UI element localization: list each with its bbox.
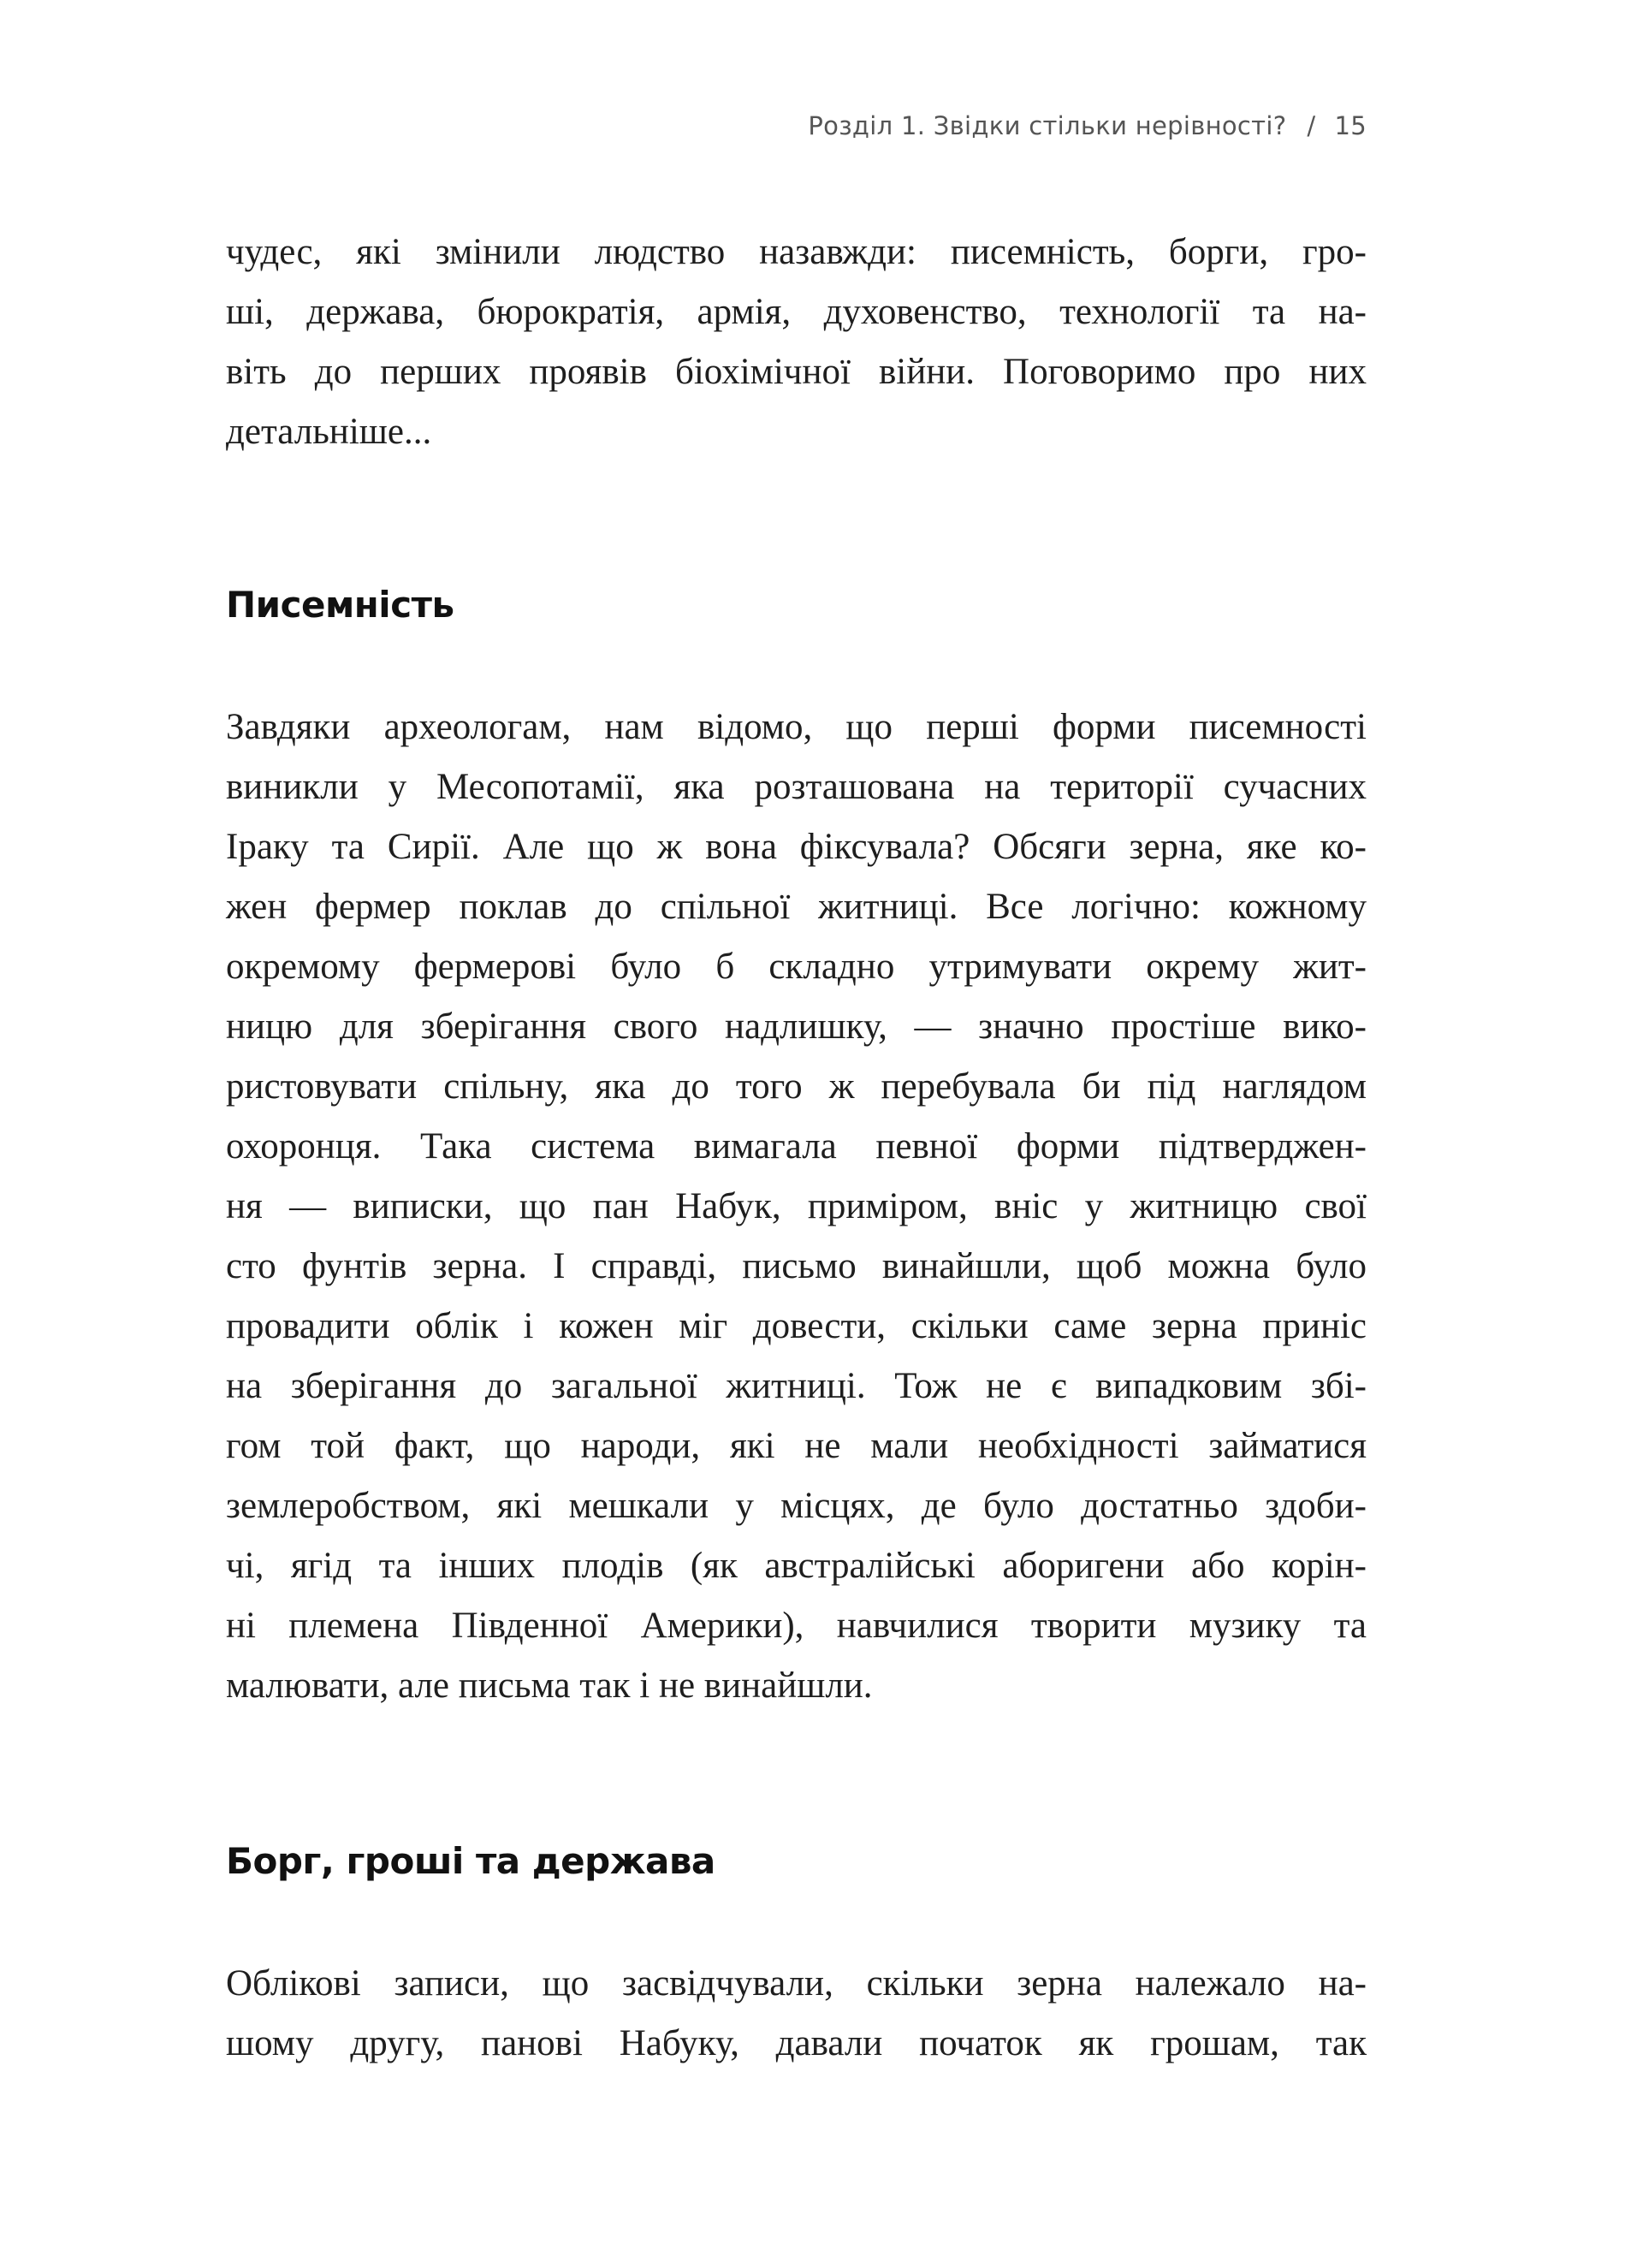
text-line: жен фермер поклав до спільної житниці. Все логічно: кожному <box>226 887 1367 927</box>
text-line: охоронця. Така система вимагала певної форми підтверджен- <box>226 1126 1367 1167</box>
text-line: Облікові записи, що засвідчували, скільки зерна належало на- <box>226 1963 1367 2004</box>
text-line: детальніше... <box>226 412 432 452</box>
section1-paragraph <box>226 698 1367 1716</box>
text-line: малювати, але письма так і не винайшли. <box>226 1665 873 1706</box>
text-line: ристовувати спільну, яка до того ж перебувала би під наглядом <box>226 1066 1367 1107</box>
text-line: виникли у Месопотамії, яка розташована на території сучасних <box>226 767 1367 807</box>
chapter-title: Розділ 1. Звідки стільки нерівності? <box>808 111 1287 140</box>
text-line: провадити облік і кожен міг довести, скільки саме зерна приніс <box>226 1306 1367 1346</box>
text-line: ні племена Південної Америки), навчилися творити музику та <box>226 1606 1367 1646</box>
text-line: сто фунтів зерна. І справді, письмо винайшли, щоб можна було <box>226 1246 1367 1286</box>
section-heading: Писемність <box>226 584 454 626</box>
page-number: 15 <box>1334 111 1367 140</box>
text-line: гом той факт, що народи, які не мали необхідності займатися <box>226 1426 1367 1466</box>
text-line: чі, ягід та інших плодів (як австралійські аборигени або корін- <box>226 1546 1367 1586</box>
section-heading: Борг, гроші та держава <box>226 1840 715 1882</box>
intro-paragraph <box>226 223 1367 462</box>
section2-paragraph <box>226 1954 1367 2074</box>
header-separator: / <box>1307 111 1316 140</box>
text-line: ня — виписки, що пан Набук, приміром, вніс у житницю свої <box>226 1186 1367 1226</box>
text-line: на зберігання до загальної житниці. Тож не є випадковим збі- <box>226 1366 1367 1406</box>
text-line: ницю для зберігання свого надлишку, — значно простіше вико- <box>226 1006 1367 1047</box>
text-line: віть до перших проявів біохімічної війни. Поговоримо про них <box>226 352 1367 392</box>
text-line: землеробством, які мешкали у місцях, де було достатньо здоби- <box>226 1486 1367 1526</box>
text-line: чудес, які змінили людство назавжди: писемність, борги, гро- <box>226 232 1367 272</box>
running-header <box>808 111 1367 140</box>
text-line: Іраку та Сирії. Але що ж вона фіксувала? Обсяги зерна, яке ко- <box>226 827 1367 867</box>
text-line: шому другу, панові Набуку, давали початок як грошам, так <box>226 2023 1367 2063</box>
text-line: ші, держава, бюрократія, армія, духовенство, технології та на- <box>226 292 1367 332</box>
text-line: Завдяки археологам, нам відомо, що перші форми писемності <box>226 707 1367 747</box>
text-line: окремому фермерові було б складно утримувати окрему жит- <box>226 947 1367 987</box>
